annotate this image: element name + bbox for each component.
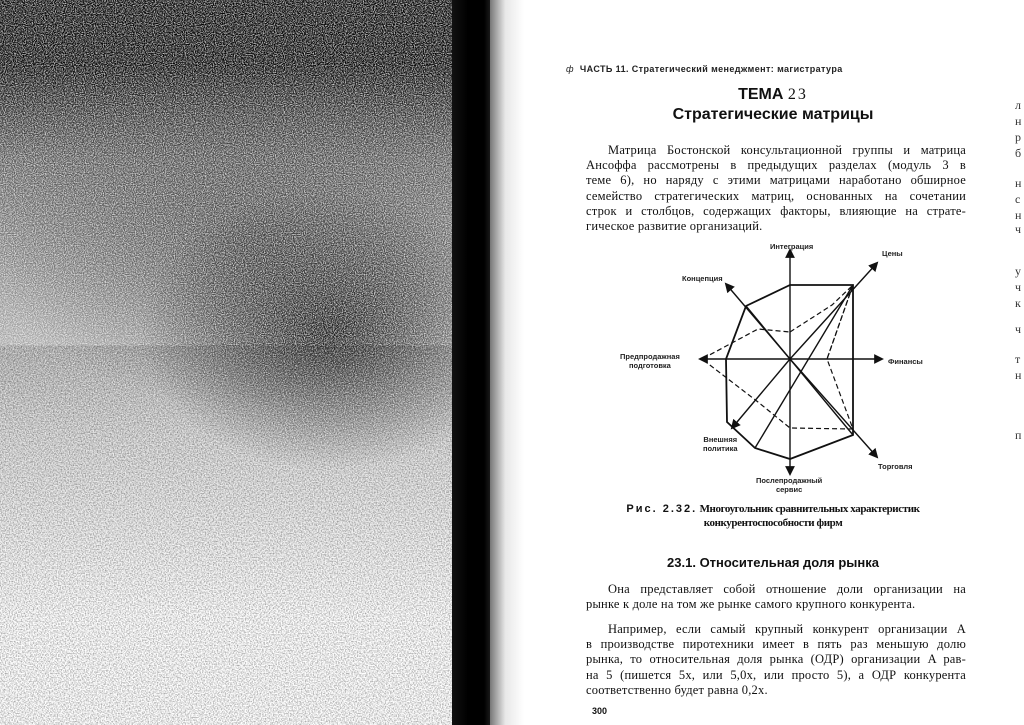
intro-line: теме 6), но наряду с этими матрицами наработано обширное bbox=[586, 173, 966, 188]
intro-line: гическое развитие организаций. bbox=[586, 219, 763, 234]
paragraph-1-line: Она представляет собой отношение доли организации на bbox=[608, 582, 966, 596]
label-aftersale-line: сервис bbox=[775, 485, 803, 494]
label-presale-line: подготовка bbox=[628, 361, 671, 370]
margin-fragment: р bbox=[1015, 130, 1021, 144]
label-trade: Торговля bbox=[878, 462, 913, 471]
page-number: 300 bbox=[592, 706, 608, 716]
margin-fragment: к bbox=[1015, 296, 1021, 310]
topic-label: ТЕМА bbox=[738, 86, 784, 103]
intro-paragraph bbox=[586, 143, 966, 234]
paragraph-1 bbox=[586, 582, 966, 612]
margin-fragment: ч bbox=[1015, 280, 1022, 294]
margin-fragment: т bbox=[1015, 352, 1021, 366]
figure-caption-line1: Многоугольник сравнительных характеристик bbox=[699, 503, 920, 515]
running-header bbox=[566, 64, 843, 74]
margin-fragment: н bbox=[1015, 176, 1022, 190]
figure-caption bbox=[560, 502, 986, 530]
paragraph-2-line: на 5 (пишется 5х, или 5,0х, или просто 5), а ОДР конкурента bbox=[586, 667, 966, 682]
label-presale-line: Предпродажная bbox=[620, 352, 680, 361]
intro-line: Матрица Бостонской консультационной группы и матрица bbox=[608, 143, 966, 157]
label-presale bbox=[620, 352, 680, 370]
radar-diagram bbox=[600, 232, 950, 502]
book-spine-shadow bbox=[452, 0, 492, 725]
section-title: Относительная доля рынка bbox=[699, 555, 879, 570]
running-header-glyph: ф bbox=[566, 64, 574, 74]
label-finance: Финансы bbox=[888, 357, 923, 366]
paragraph-2-line: Например, если самый крупный конкурент организации A bbox=[608, 622, 966, 636]
label-external-line: Внешняя bbox=[703, 435, 738, 444]
label-aftersale-line: Послепродажный bbox=[756, 476, 823, 485]
label-external-line: политика bbox=[703, 444, 738, 453]
paragraph-2-line: соответственно будет равна 0,2х. bbox=[586, 682, 768, 697]
axis-external bbox=[732, 359, 790, 428]
intro-line: семейство стратегических матриц, основанных на сочетании bbox=[586, 188, 966, 203]
margin-fragment: л bbox=[1015, 98, 1021, 112]
running-header-text: ЧАСТЬ 11. Стратегический менеджмент: магистратура bbox=[579, 64, 843, 74]
label-concept: Концепция bbox=[682, 274, 723, 283]
margin-fragment: н bbox=[1015, 208, 1022, 222]
margin-fragment: ч bbox=[1015, 222, 1022, 236]
paragraph-1-line: рынке к доле на том же рынке самого крупного конкурента. bbox=[586, 597, 916, 612]
figure-caption-line2: конкурентоспособности фирм bbox=[703, 517, 843, 529]
book-gutter-gradient bbox=[490, 0, 524, 725]
section-number: 23.1. bbox=[667, 555, 696, 570]
figure-number: Рис. 2.32. bbox=[626, 503, 698, 515]
topic-number: 23 bbox=[787, 86, 808, 103]
margin-fragment: ч bbox=[1015, 322, 1022, 336]
margin-fragment: б bbox=[1015, 146, 1022, 160]
axis-prices bbox=[790, 263, 877, 359]
paragraph-2-line: рынка, то относительная доля рынка (ОДР) организации A рав- bbox=[586, 652, 966, 667]
topic-heading bbox=[560, 86, 986, 104]
label-prices: Цены bbox=[882, 249, 903, 258]
margin-fragment: н bbox=[1015, 368, 1022, 382]
paragraph-2-line: в производстве пиротехники имеет в пять раз меньшую долю bbox=[586, 637, 966, 652]
margin-fragment: п bbox=[1015, 428, 1022, 442]
section-heading bbox=[560, 555, 986, 570]
series-solid-spoke bbox=[755, 285, 853, 448]
margin-fragment: н bbox=[1015, 114, 1022, 128]
intro-line: Ансоффа рассмотрены в предыдущих разделах (модуль 3 в bbox=[586, 158, 966, 173]
label-aftersale bbox=[756, 476, 822, 494]
label-integration: Интеграция bbox=[770, 242, 814, 251]
margin-fragment: с bbox=[1015, 192, 1021, 206]
topic-title: Стратегические матрицы bbox=[672, 106, 874, 123]
label-external bbox=[703, 435, 738, 453]
margin-fragment: у bbox=[1015, 264, 1021, 278]
paragraph-2 bbox=[586, 622, 966, 698]
intro-line: строк и столбцов, содержащих факторы, влияющие на страте- bbox=[586, 203, 966, 218]
